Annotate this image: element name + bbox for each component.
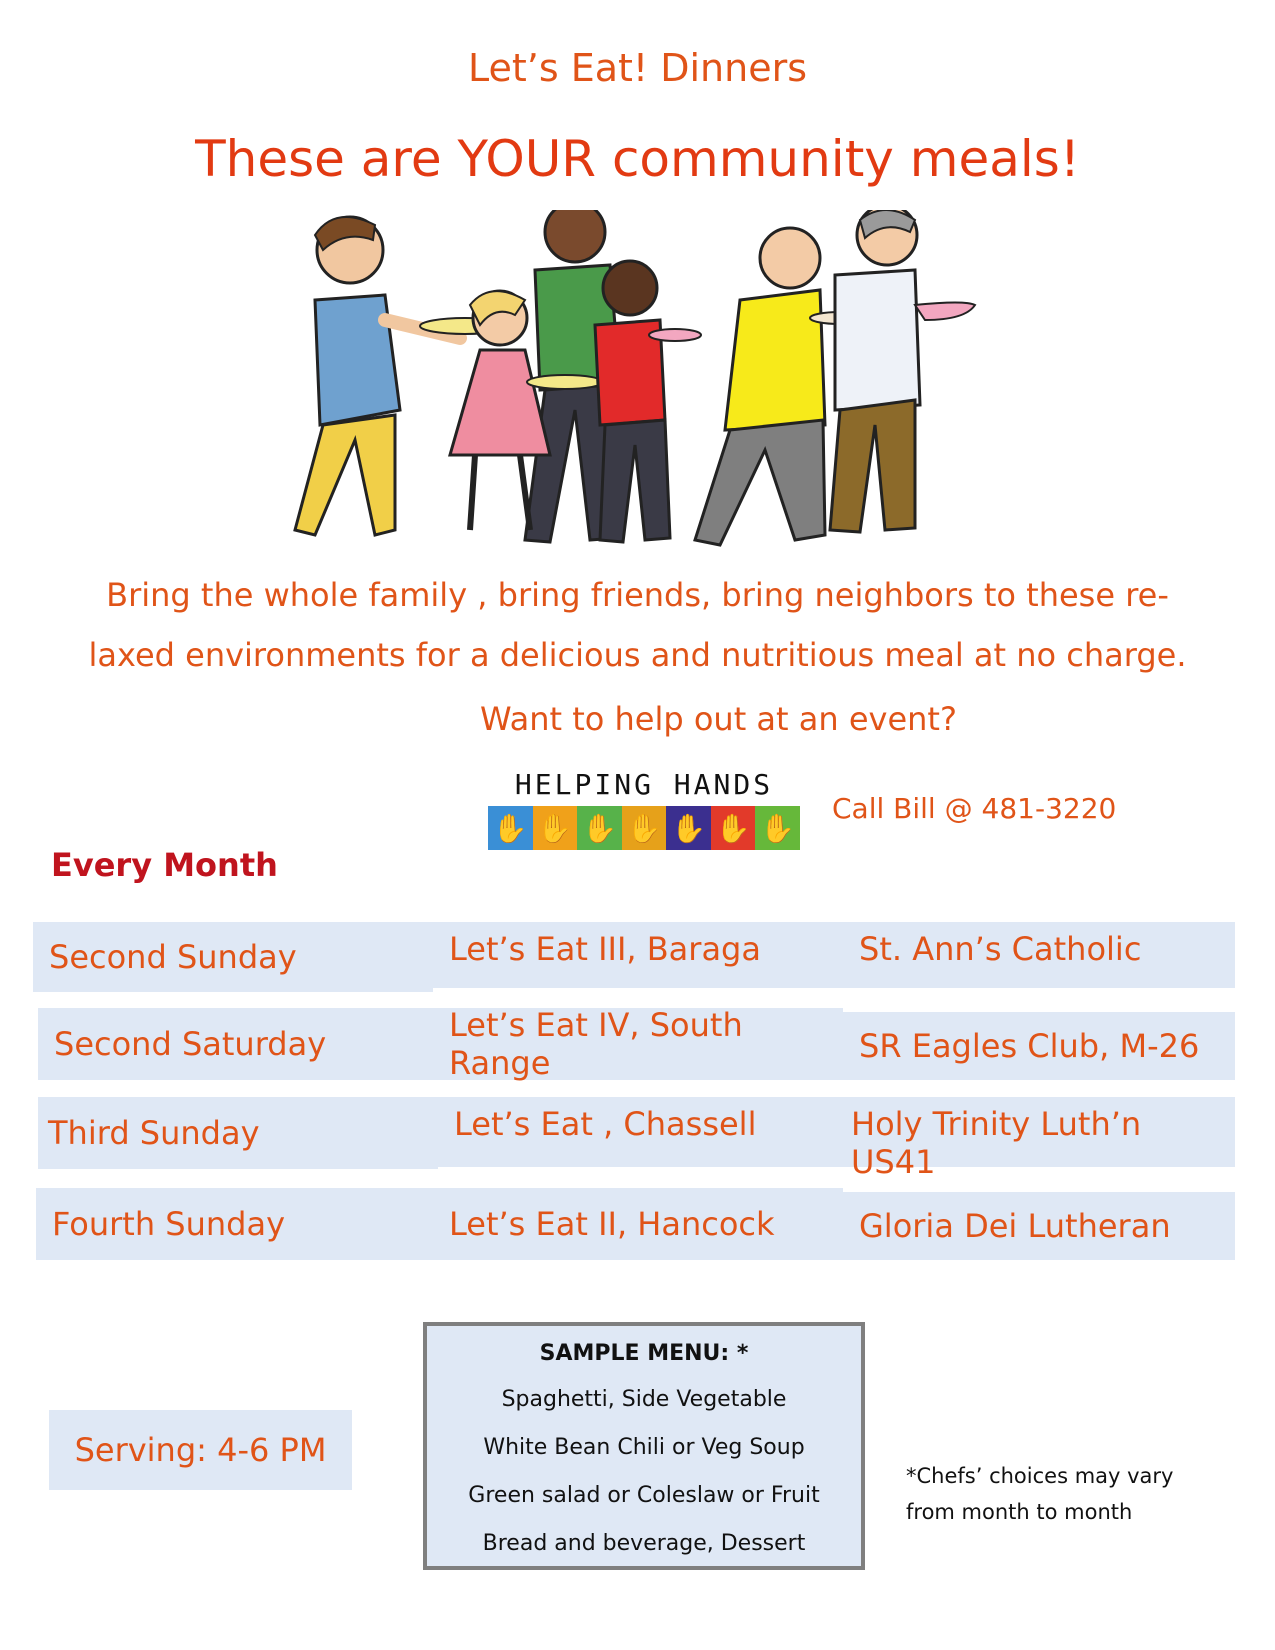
menu-item: Bread and beverage, Dessert (482, 1531, 806, 1556)
intro-line-1: Bring the whole family , bring friends, bring neighbors to these re- (106, 576, 1169, 614)
helping-hands-logo (488, 768, 800, 852)
schedule-event-cell: Let’s Eat IV, South Range (433, 1008, 843, 1080)
schedule-place-cell: St. Ann’s Catholic (843, 922, 1235, 988)
schedule-day-cell: Second Saturday (38, 1008, 433, 1080)
menu-item: Green salad or Coleslaw or Fruit (468, 1483, 820, 1508)
schedule-day-cell: Third Sunday (38, 1097, 438, 1169)
schedule-place-cell: SR Eagles Club, M-26 (843, 1012, 1235, 1080)
chefs-note (906, 1458, 1226, 1530)
page-subtitle: These are YOUR community meals! (195, 130, 1080, 188)
menu-title: SAMPLE MENU: * (539, 1341, 749, 1366)
menu-item: White Bean Chili or Veg Soup (483, 1435, 805, 1460)
schedule-day-cell: Second Sunday (33, 922, 433, 992)
hand-icon: ✋ (622, 806, 667, 850)
hand-icon: ✋ (666, 806, 711, 850)
hand-icon: ✋ (577, 806, 622, 850)
logo-hands-strip (488, 806, 800, 850)
people-carrying-food-illustration (275, 210, 1015, 570)
schedule-event-cell: Let’s Eat III, Baraga (433, 922, 843, 988)
hand-icon: ✋ (711, 806, 756, 850)
menu-item: Spaghetti, Side Vegetable (501, 1387, 787, 1412)
person-red-shirt (595, 261, 701, 542)
schedule-place-cell: Holy Trinity Luth’n US41 (843, 1097, 1235, 1167)
volunteer-question: Want to help out at an event? (480, 700, 957, 738)
intro-line-2: laxed environments for a delicious and nutritious meal at no charge. (88, 636, 1187, 674)
hand-icon: ✋ (488, 806, 533, 850)
schedule-heading: Every Month (51, 846, 278, 884)
schedule-event-cell: Let’s Eat , Chassell (438, 1097, 843, 1167)
chefs-note-line-2: from month to month (906, 1500, 1133, 1524)
logo-text: HELPING HANDS (514, 768, 774, 801)
intro-text (40, 565, 1235, 685)
schedule-place-cell: Gloria Dei Lutheran (843, 1192, 1235, 1260)
hand-icon: ✋ (533, 806, 578, 850)
schedule-event-cell: Let’s Eat II, Hancock (433, 1188, 843, 1260)
page-title: Let’s Eat! Dinners (467, 46, 808, 90)
call-contact: Call Bill @ 481-3220 (832, 792, 1117, 825)
serving-time: Serving: 4-6 PM (49, 1410, 352, 1490)
schedule-day-cell: Fourth Sunday (36, 1188, 433, 1260)
sample-menu-box (423, 1322, 865, 1570)
hand-icon: ✋ (755, 806, 800, 850)
person-white-shirt (830, 210, 975, 532)
chefs-note-line-1: *Chefs’ choices may vary (906, 1464, 1174, 1488)
